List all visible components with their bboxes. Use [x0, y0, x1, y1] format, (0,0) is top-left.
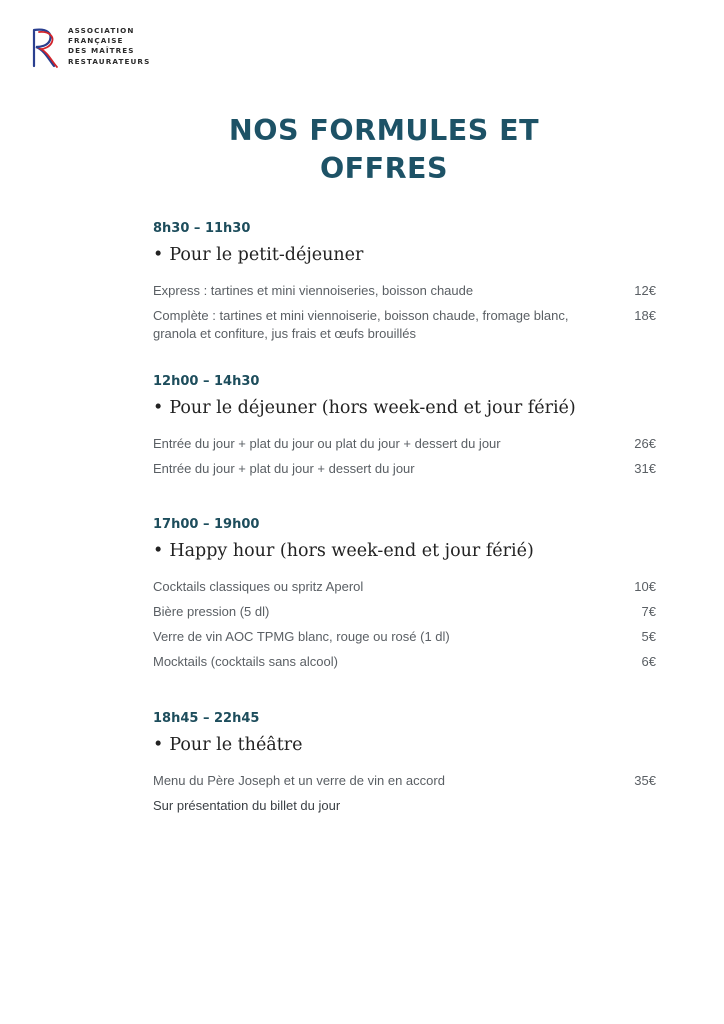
- item-price: 35€: [634, 773, 656, 788]
- list-item: [153, 460, 656, 478]
- item-price: 12€: [634, 283, 656, 298]
- section-time: 17h00 – 19h00: [153, 517, 260, 532]
- list-item: [153, 307, 656, 343]
- item-name: Mocktails (cocktails sans alcool): [153, 654, 338, 669]
- item-price: 6€: [641, 654, 656, 669]
- section-time: 8h30 – 11h30: [153, 221, 251, 236]
- section-heading-text: Happy hour (hors week-end et jour férié): [169, 541, 534, 561]
- list-item: [153, 653, 656, 671]
- page-title: [0, 112, 724, 188]
- list-item: [153, 578, 656, 596]
- bullet: •: [153, 735, 164, 755]
- list-item: [153, 603, 656, 621]
- item-list: [153, 772, 656, 815]
- item-name: Entrée du jour + plat du jour ou plat du jour + dessert du jour: [153, 436, 501, 451]
- section-heading-text: Pour le petit-déjeuner: [169, 245, 364, 265]
- item-price: 31€: [634, 461, 656, 476]
- item-price: 10€: [634, 579, 656, 594]
- item-list: [153, 435, 656, 478]
- item-price: 18€: [634, 308, 656, 323]
- section-theatre: [153, 710, 656, 815]
- list-item: [153, 435, 656, 453]
- list-item: [153, 772, 656, 790]
- section-heading: [153, 732, 656, 758]
- section-heading: [153, 395, 656, 421]
- logo-line-1: ASSOCIATION: [68, 26, 135, 35]
- item-name: Menu du Père Joseph et un verre de vin en accord: [153, 773, 445, 788]
- page-title-line-1: NOS FORMULES ET: [228, 114, 540, 147]
- item-name: Verre de vin AOC TPMG blanc, rouge ou rosé (1 dl): [153, 629, 450, 644]
- section-heading-text: Pour le déjeuner (hors week-end et jour férié): [169, 398, 576, 418]
- bullet: •: [153, 541, 164, 561]
- list-item: [153, 282, 656, 300]
- section-heading: [153, 538, 656, 564]
- page-title-line-2: OFFRES: [319, 152, 449, 185]
- section-happy-hour: [153, 516, 656, 678]
- item-name: Bière pression (5 dl): [153, 604, 270, 619]
- item-price: 7€: [641, 604, 656, 619]
- item-list: [153, 282, 656, 343]
- section-heading: [153, 242, 656, 268]
- item-name: Cocktails classiques ou spritz Aperol: [153, 579, 364, 594]
- item-name: Entrée du jour + plat du jour + dessert du jour: [153, 461, 415, 476]
- logo-line-2: FRANÇAISE: [68, 36, 124, 46]
- logo-line-3: DES MAÎTRES: [68, 46, 135, 56]
- section-time: 12h00 – 14h30: [153, 374, 260, 389]
- bullet: •: [153, 245, 164, 265]
- section-breakfast: [153, 220, 656, 350]
- logo-text: [68, 26, 150, 67]
- logo-r-mark-icon: [30, 26, 60, 70]
- logo-line-4: RESTAURATEURS: [68, 56, 151, 66]
- item-price: 5€: [641, 629, 656, 644]
- section-heading-text: Pour le théâtre: [169, 735, 303, 755]
- item-name: Express : tartines et mini viennoiseries, boisson chaude: [153, 283, 474, 298]
- bullet: •: [153, 398, 164, 418]
- logo: [30, 26, 150, 70]
- section-lunch: [153, 373, 656, 485]
- section-time: 18h45 – 22h45: [153, 711, 260, 726]
- list-item: [153, 628, 656, 646]
- item-price: 26€: [634, 436, 656, 451]
- item-name: Complète : tartines et mini viennoiserie, boisson chaude, fromage blanc, granola et confiture, jus frais et œufs brouillés: [153, 308, 569, 341]
- item-list: [153, 578, 656, 671]
- section-note: Sur présentation du billet du jour: [153, 798, 341, 813]
